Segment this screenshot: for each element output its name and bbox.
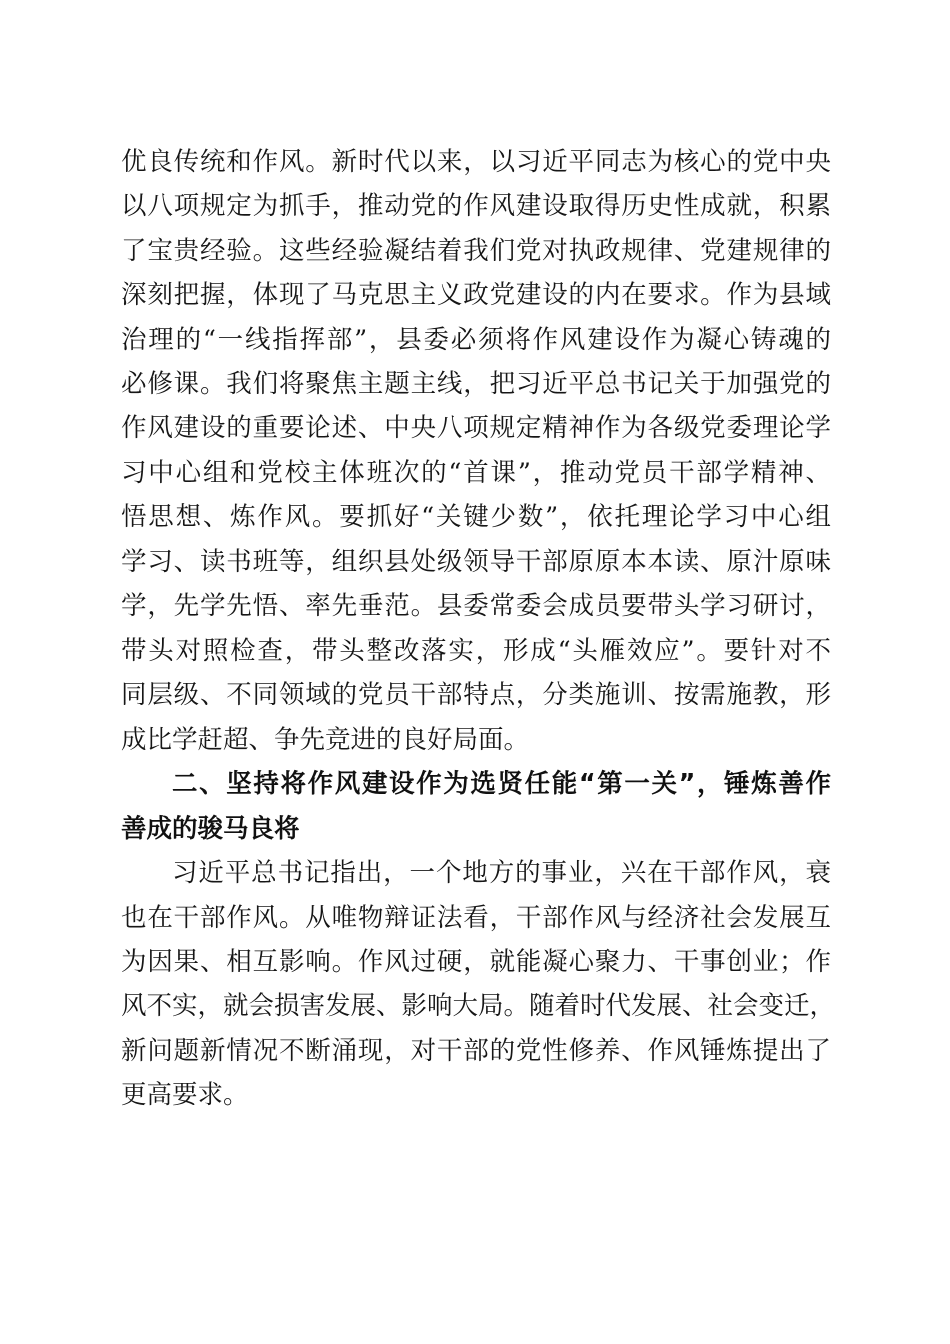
- text-line: 学，先学先悟、率先垂范。县委常委会成员要带头学习研讨，: [121, 591, 831, 621]
- text-line: 学习、读书班等，组织县处级领导干部原原本本读、原汁原味: [121, 547, 831, 577]
- heading-line: 二、坚持将作风建设作为选贤任能“第一关”，锤炼善作: [172, 769, 831, 799]
- text-line: 也在干部作风。从唯物辩证法看，干部作风与经济社会发展互: [121, 903, 831, 933]
- text-line: 习中心组和党校主体班次的“首课”，推动党员干部学精神、: [121, 458, 831, 488]
- text-line: 优良传统和作风。新时代以来，以习近平同志为核心的党中央: [121, 147, 831, 177]
- text-line: 更高要求。: [121, 1080, 249, 1110]
- text-line: 必修课。我们将聚焦主题主线，把习近平总书记关于加强党的: [121, 369, 831, 399]
- text-line: 带头对照检查，带头整改落实，形成“头雁效应”。要针对不: [121, 636, 831, 666]
- text-line: 成比学赶超、争先竞进的良好局面。: [121, 725, 530, 755]
- text-line: 治理的“一线指挥部”，县委必须将作风建设作为凝心铸魂的: [121, 325, 831, 355]
- text-line: 悟思想、炼作风。要抓好“关键少数”，依托理论学习中心组: [121, 502, 831, 532]
- text-line: 习近平总书记指出，一个地方的事业，兴在干部作风，衰: [172, 858, 831, 888]
- text-line: 为因果、相互影响。作风过硬，就能凝心聚力、干事创业；作: [121, 947, 831, 977]
- text-line: 了宝贵经验。这些经验凝结着我们党对执政规律、党建规律的: [121, 236, 831, 266]
- text-line: 同层级、不同领域的党员干部特点，分类施训、按需施教，形: [121, 680, 831, 710]
- text-line: 深刻把握，体现了马克思主义政党建设的内在要求。作为县域: [121, 280, 831, 310]
- heading-line: 善成的骏马良将: [121, 814, 300, 844]
- text-line: 风不实，就会损害发展、影响大局。随着时代发展、社会变迁，: [121, 991, 836, 1021]
- text-line: 新问题新情况不断涌现，对干部的党性修养、作风锤炼提出了: [121, 1036, 831, 1066]
- text-line: 以八项规定为抓手，推动党的作风建设取得历史性成就，积累: [121, 191, 831, 221]
- text-line: 作风建设的重要论述、中央八项规定精神作为各级党委理论学: [121, 413, 831, 443]
